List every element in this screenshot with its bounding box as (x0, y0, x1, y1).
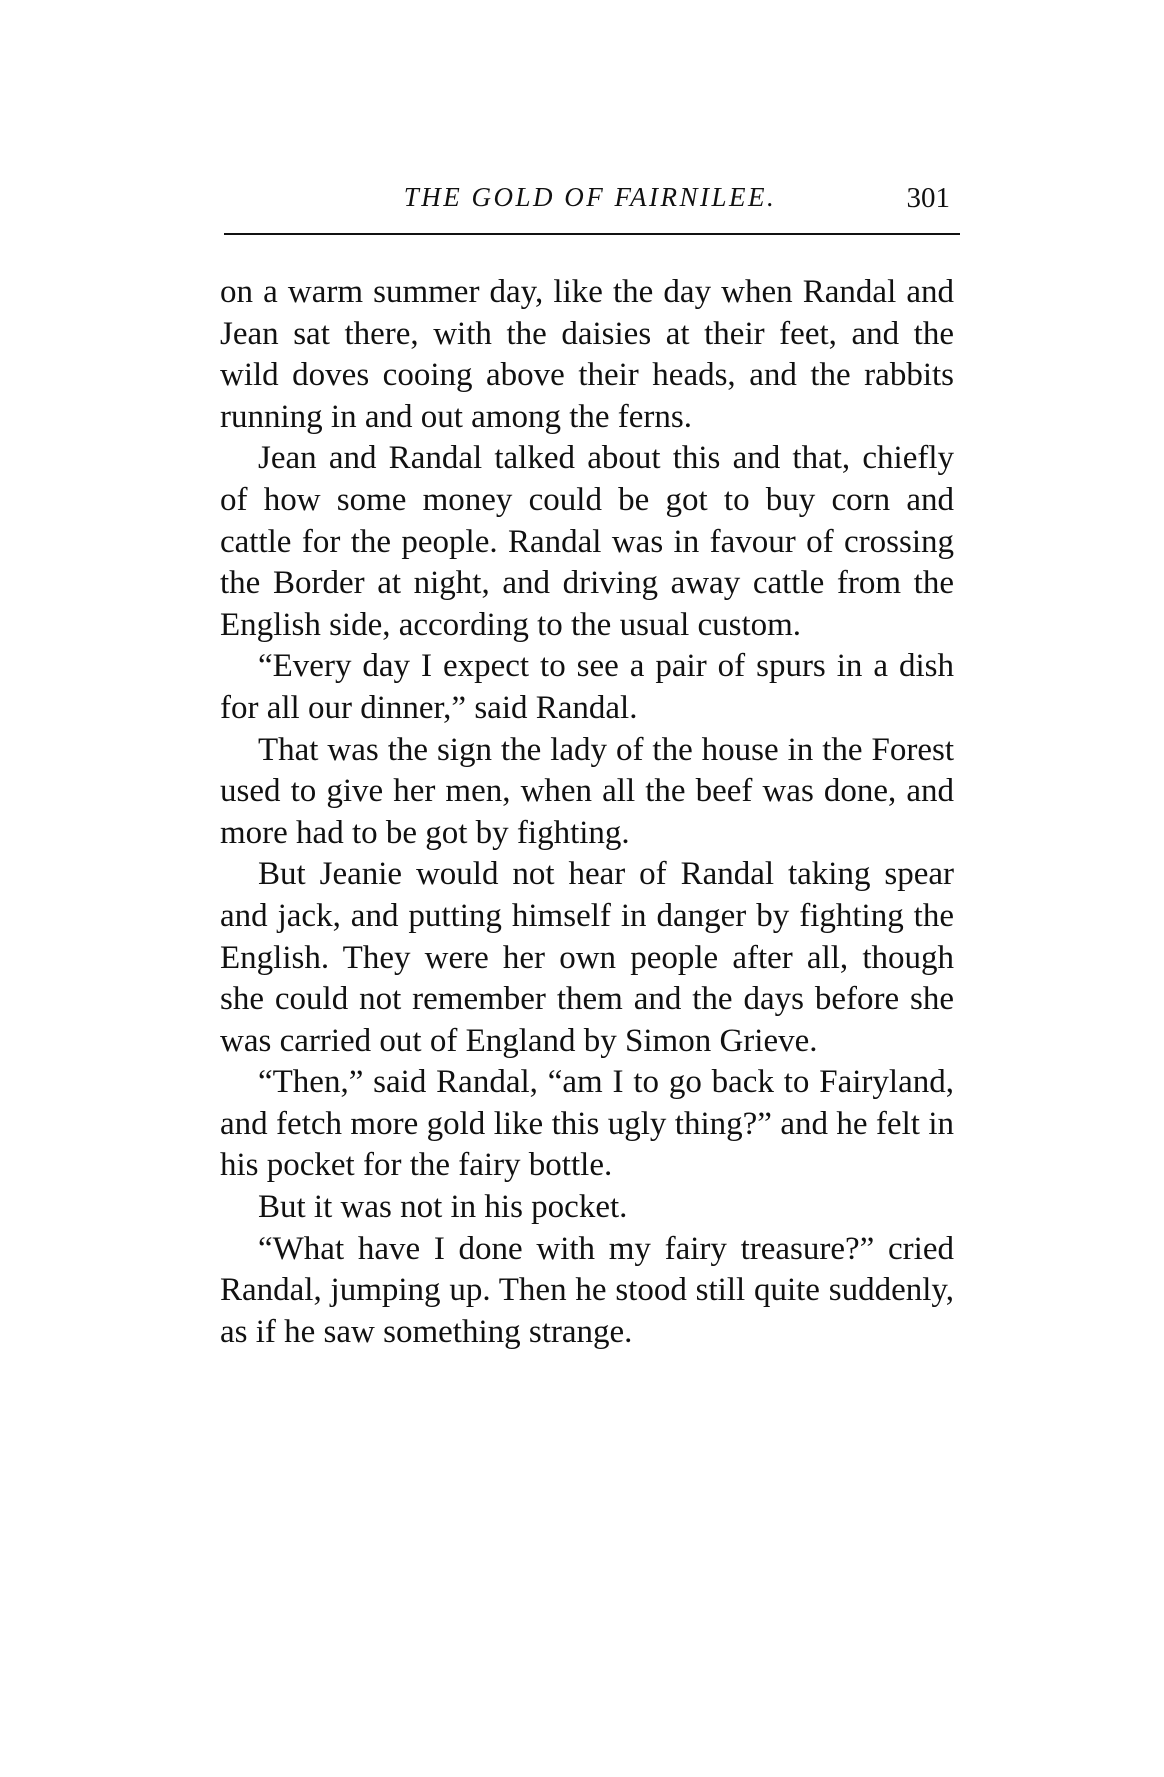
paragraph: But it was not in his pocket. (258, 1189, 628, 1226)
body-text (220, 272, 954, 1353)
paragraph: “Then,” said Randal, “am I to go back to Fairyland, and fetch more gold like this ugly thing?” and he felt in his pocket for the fairy bottle. (220, 1064, 954, 1184)
paragraph: on a warm summer day, like the day when Randal and Jean sat there, with the daisies at their feet, and the wild doves cooing above their heads, and the rabbits running in and out among the ferns. (220, 274, 954, 435)
running-head (220, 178, 960, 226)
running-title: THE GOLD OF FAIRNILEE. (403, 182, 777, 212)
paragraph: Jean and Randal talked about this and that, chiefly of how some money could be got to buy corn and cattle for the people. Randal was in favour of crossing the Border at night, and driving away cattle from the English side, according to the usual custom. (220, 440, 954, 643)
paragraph: “What have I done with my fairy treasure?” cried Randal, jumping up. Then he stood still quite suddenly, as if he saw something strange. (220, 1230, 954, 1350)
header-rule (224, 233, 960, 235)
paragraph: But Jeanie would not hear of Randal taking spear and jack, and putting himself in danger by fighting the English. They were her own people after all, though she could not remember them and the days before she was carried out of England by Simon Grieve. (220, 856, 954, 1059)
paragraph: That was the sign the lady of the house in the Forest used to give her men, when all the beef was done, and more had to be got by fighting. (220, 731, 954, 851)
page-number: 301 (906, 182, 950, 214)
paragraph: “Every day I expect to see a pair of spurs in a dish for all our dinner,” said Randal. (220, 648, 954, 726)
